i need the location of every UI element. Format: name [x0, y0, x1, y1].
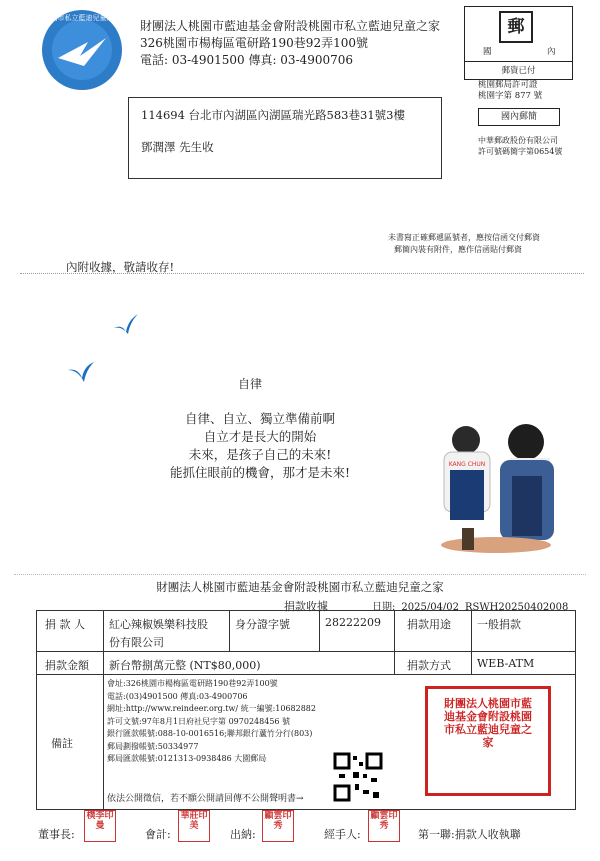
recipient-name: 鄧潤澤 先生收 [141, 140, 214, 154]
poem-line: 自律、自立、獨立準備前啊 [184, 411, 335, 426]
signatures [0, 810, 600, 860]
domestic-label: 國內郵簡 [478, 108, 560, 126]
acct-label: 會計: [145, 828, 171, 841]
fold-line [20, 273, 584, 274]
bird-icon [66, 360, 96, 384]
notes [107, 678, 316, 766]
org-address: 326桃園市楊梅區電研路190巷92弄100號 [140, 36, 368, 50]
id-label: 身分證字號 [235, 618, 290, 631]
notice-line: 未書寫正確郵遞區號者，應按信函交付郵資 [388, 233, 540, 242]
donor-name-2: 份有限公司 [109, 636, 164, 649]
logo [28, 8, 136, 92]
amount-label: 捐款金額 [45, 659, 89, 672]
note-line: 電話:(03)4901500 傳真:03-4900706 [107, 691, 248, 701]
corp-line: 中華郵政股份有限公司 [478, 136, 558, 145]
stamp-label-left: 國 [483, 47, 492, 57]
logo-text: 桃園市私立藍迪兒童之家 [43, 14, 121, 22]
notice-line: 郵簡內裝有附件，應作信函貼付郵資 [394, 245, 522, 254]
donor-label: 捐 款 人 [45, 618, 85, 631]
purpose-value: 一般捐款 [477, 618, 521, 631]
org-name: 財團法人桃園市藍迪基金會附設桃園市私立藍迪兒童之家 [140, 19, 441, 33]
receipt-number: RSWH20250402008 [465, 602, 569, 613]
note-line: 網址:http://www.reindeer.org.tw/ 統一編號:10682882 [107, 704, 316, 713]
date-label: 日期: [372, 602, 396, 613]
corp-line: 許可號碼簡字第0654號 [478, 147, 563, 156]
chair-seal: 樸李印曼 [84, 810, 116, 842]
permit-line: 桃園郵局許可證 [478, 80, 538, 90]
shirt-text: KANG CHUN [448, 461, 486, 468]
postage-stamp [464, 6, 573, 80]
perforation [14, 574, 586, 575]
children-photo [426, 400, 556, 565]
seal-text: 財團法人桃園市藍迪基金會附設桃園市私立藍迪兒童之家 [444, 697, 532, 749]
poem-line: 能抓住眼前的機會，那才是未來! [169, 465, 351, 480]
receipt-title: 財團法人桃園市藍迪基金會附設桃園市私立藍迪兒童之家 [156, 580, 444, 594]
postal-notice [388, 232, 540, 256]
note-line: 郵局匯款帳號:0121313-0938486 大園郵局 [107, 754, 267, 763]
receipt-subtitle: 捐款收據 [284, 600, 328, 613]
postage-paid: 郵資已付 [465, 61, 572, 76]
poem [140, 410, 380, 482]
poem-line: 未來，是孩子自己的未來! [188, 447, 332, 462]
donor-name: 紅心辣椒娛樂科技股 [109, 618, 208, 631]
permit-line: 桃園字第 877 號 [478, 91, 543, 101]
contents-note: 內附收據，敬請收存! [66, 260, 175, 274]
stamp-label-right: 內 [547, 47, 556, 57]
acct-seal: 華莊印美 [178, 810, 210, 842]
note-line: 郵局劃撥帳號:50334977 [107, 741, 199, 751]
chair-label: 董事長: [38, 828, 75, 841]
handler-label: 經手人: [324, 828, 361, 841]
purpose-label: 捐款用途 [407, 618, 451, 631]
org-phone: 電話: 03-4901500 傳真: 03-4900706 [140, 53, 354, 67]
note-line: 會址:326桃園市楊梅區電研路190巷92弄100號 [107, 679, 278, 688]
org-header [140, 18, 440, 69]
note-line: 銀行匯款帳號:088-10-0016516;聯邦銀行蘆竹分行(803) [107, 729, 313, 738]
qr-code [333, 752, 383, 802]
notes-label: 備註 [51, 737, 73, 750]
cashier-seal: 顧雲印秀 [262, 810, 294, 842]
poem-line: 自立才是長大的開始 [203, 429, 317, 444]
amount-value: 新台幣捌萬元整 (NT$80,000) [109, 659, 261, 672]
cashier-label: 出納: [230, 828, 256, 841]
recipient-address: 114694 台北市內湖區內湖區瑞光路583巷31號3樓 [141, 108, 405, 122]
recipient-box [128, 97, 442, 179]
handler-seal: 顧雲印秀 [368, 810, 400, 842]
corp-info [478, 135, 562, 157]
method-value: WEB-ATM [477, 657, 535, 670]
post-icon: 郵 [499, 11, 533, 43]
permit-info [478, 80, 542, 102]
organization-seal [425, 686, 551, 796]
date-value: 2025/04/02 [401, 602, 460, 613]
footnote: 依法公開徵信，若不願公開請回傳不公開聲明書→ [107, 794, 304, 804]
copy-label: 第一聯:捐款人收執聯 [418, 828, 521, 841]
method-label: 捐款方式 [407, 659, 451, 672]
poem-title: 自律 [238, 377, 263, 391]
note-line: 許可文號:97年8月1日府社兒字第 0970248456 號 [107, 716, 291, 726]
bird-icon [112, 312, 140, 336]
id-value: 28222209 [325, 616, 381, 629]
